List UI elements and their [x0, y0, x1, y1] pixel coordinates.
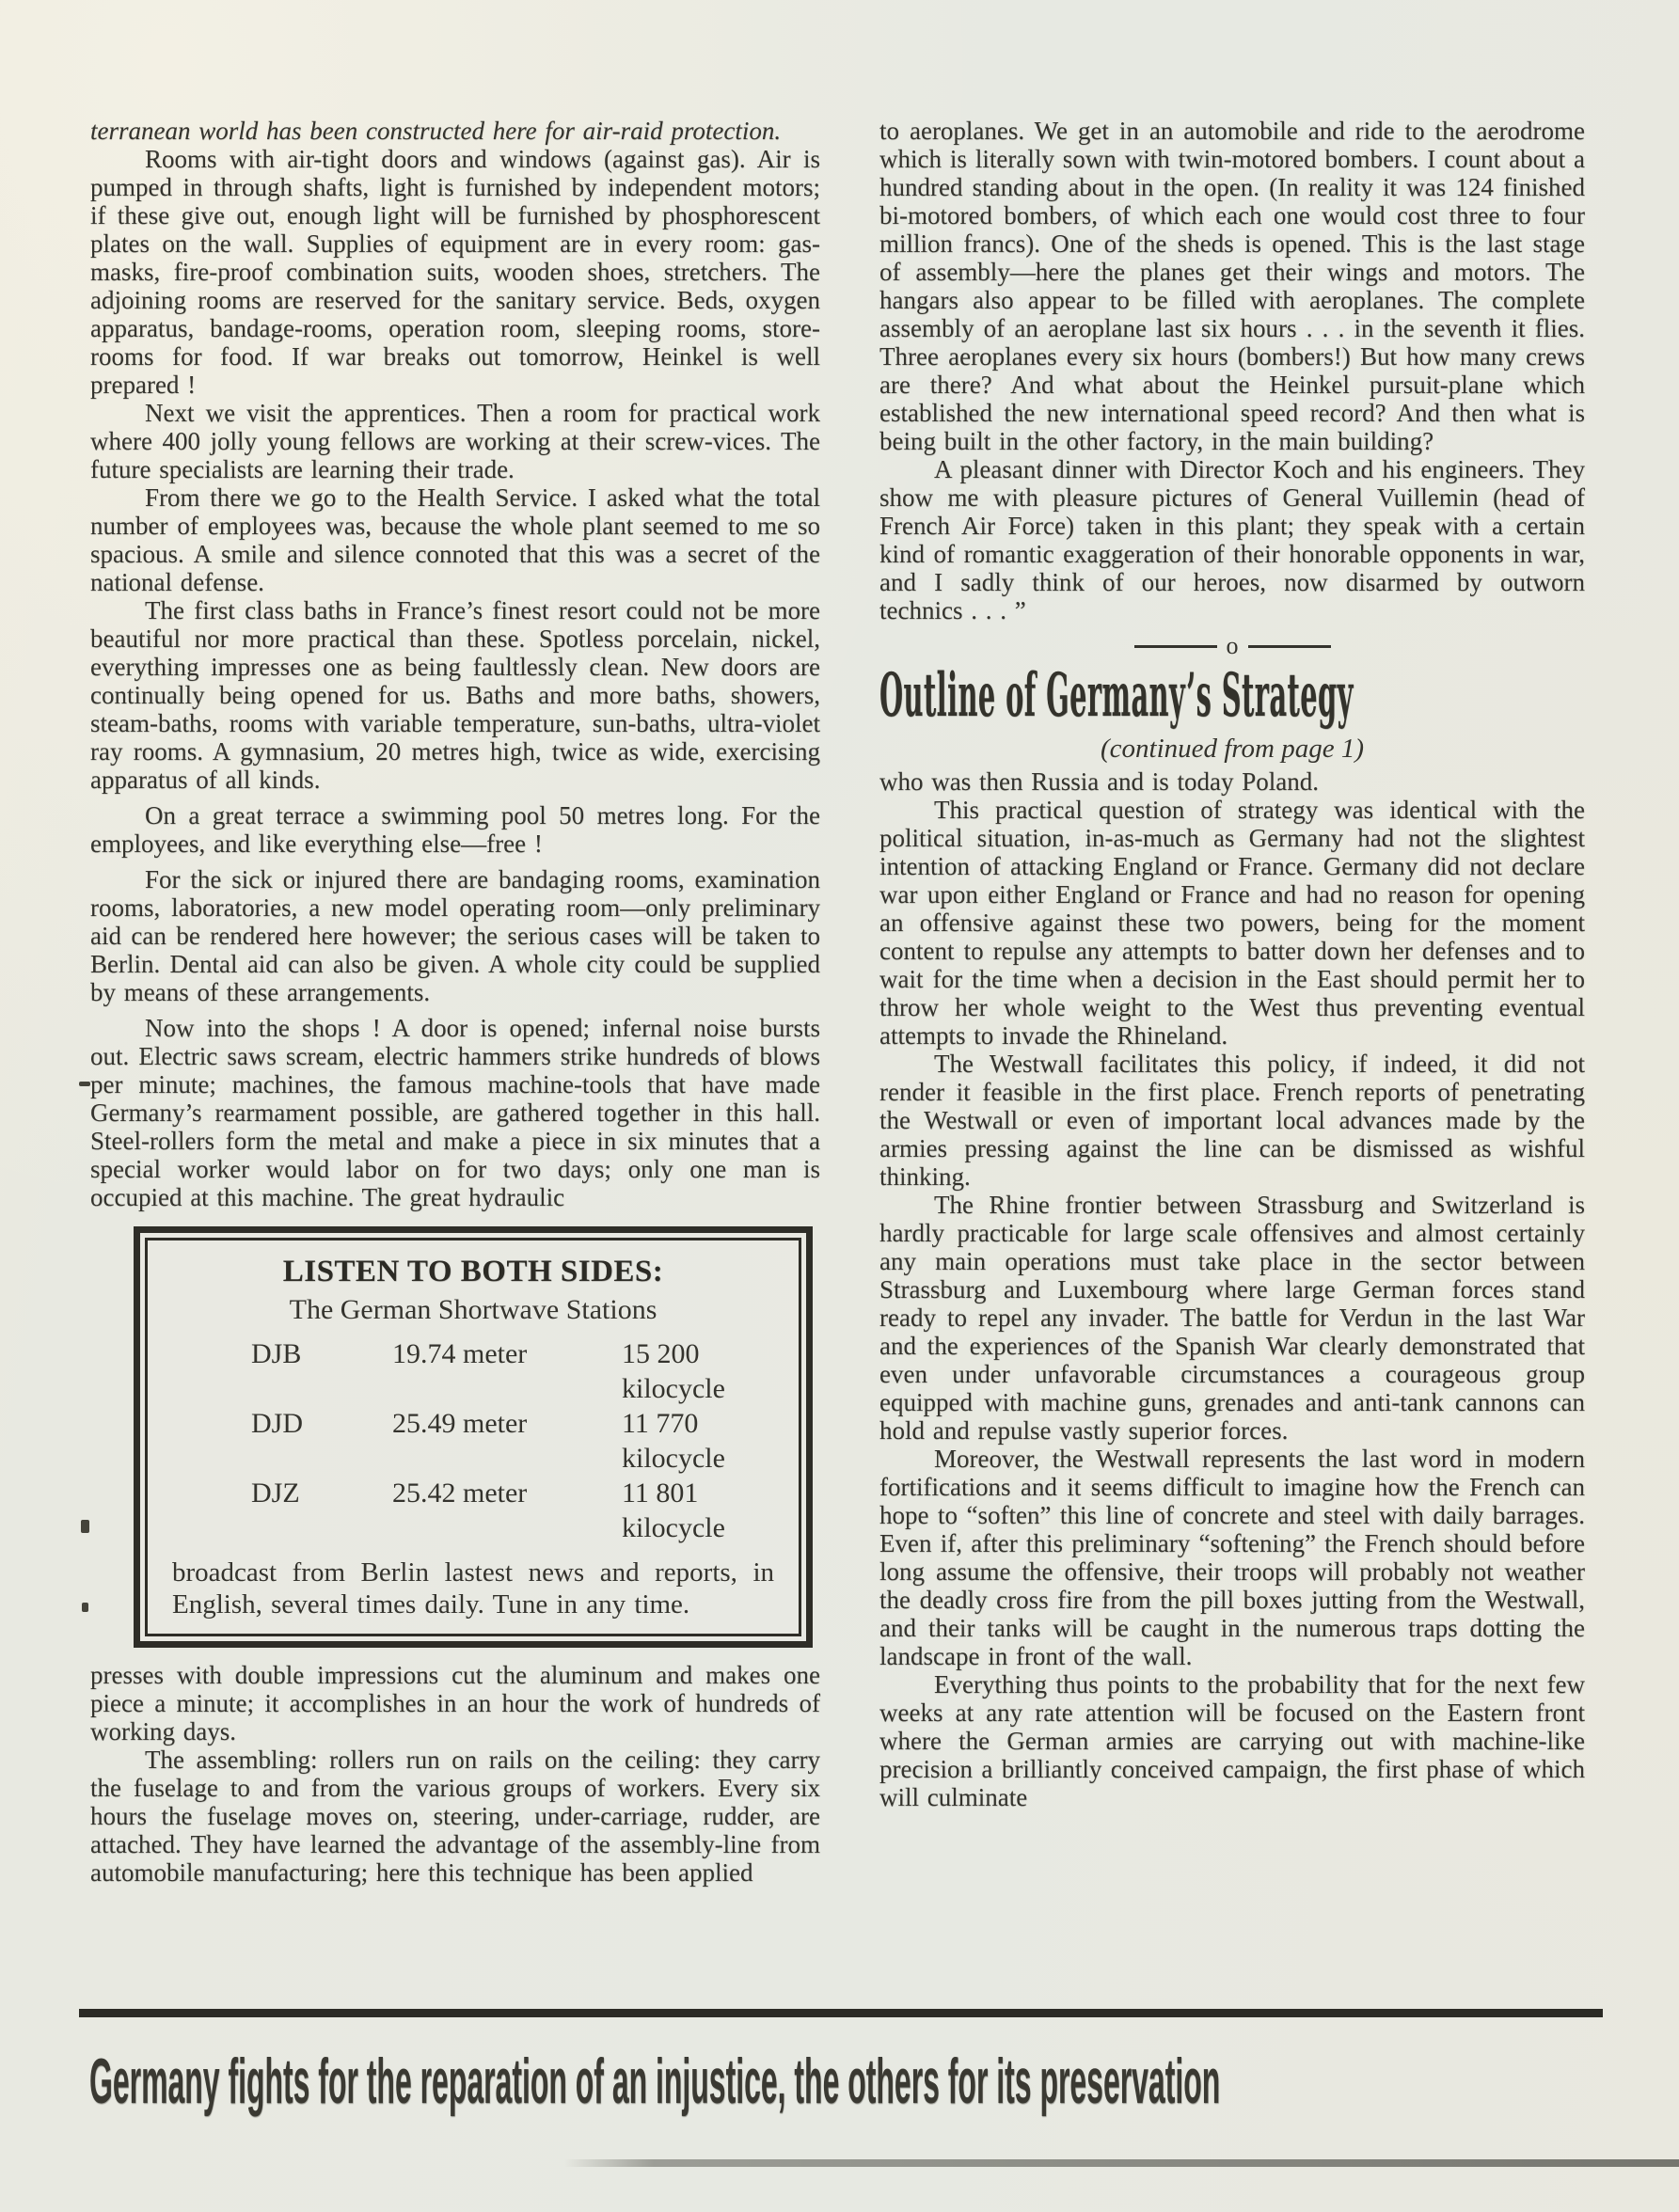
- body-paragraph: The Westwall facilitates this policy, if indeed, it did not render it feasible in the first place. French reports of penetrating the Westwall or even of important local advances made by the armies pressing against the line can be dismissed as wishful thinking.: [879, 1050, 1585, 1191]
- station-frequency: 11 770 kilocycle: [622, 1408, 725, 1474]
- station-wavelength: 25.42 meter: [392, 1477, 528, 1509]
- footer-banner: [89, 2045, 1679, 2118]
- ink-speck: [81, 1520, 89, 1533]
- radio-ad-subtitle: The German Shortwave Stations: [289, 1294, 657, 1325]
- body-paragraph: This practical question of strategy was identical with the political situation, in-as-much as Germany had not the slightest intention of attacking England or France. Germany did not declare war upon either England or France and had no reason for opening an offensive against these two powers, being for the moment content to repulse any attempts to batter down her defenses and to wait for the time when a decision in the East should permit her to throw her whole weight to the West thus preventing eventual attempts to invade the Rhineland.: [879, 796, 1585, 1050]
- body-paragraph: Moreover, the Westwall represents the last word in modern fortifications and it seems difficult to imagine how the French can hope to “soften” this line of concrete and steel with daily barrages. Even if, after this preliminary “softening” the French should before long assume the offensive, their troops will probably not weather the deadly cross fire from the pill boxes jutting from the Westwall, and their tanks will be caught in the numerous traps dotting the landscape in front of the wall.: [879, 1445, 1585, 1670]
- station-row: [251, 1336, 774, 1406]
- body-paragraph: The Rhine frontier between Strassburg and Switzerland is hardly practicable for large scale offensives and almost certainly any main operations must take place in the sector between Strassburg and Luxembourg where large German forces stand ready to repel any invader. The battle for Verdun in the last War and the experiences of the Spanish War clearly demonstrated that even under unfavorable circumstances a courageous group equipped with machine guns, grenades and anti-tank cannons can hold and repulse vastly superior forces.: [879, 1191, 1585, 1445]
- station-row: [251, 1406, 774, 1476]
- station-frequency: 11 801 kilocycle: [622, 1477, 725, 1543]
- ink-speck: [82, 1603, 88, 1612]
- scan-edge-artifact: [564, 2159, 1679, 2167]
- body-paragraph: A pleasant dinner with Director Koch and his engineers. They show me with pleasure pictures of General Vuillemin (head of French Air Force) taken in this plant; they speak with a certain kind of romantic exaggeration of their honorable opponents in war, and I sadly think of our heroes, now disarmed by outworn technics . . . ”: [879, 455, 1585, 624]
- body-paragraph: Now into the shops ! A door is opened; infernal noise bursts out. Electric saws scream, electric hammers strike hundreds of blows per minute; machines, the famous machine-tools that have made Germany’s rearmament possible, are gathered together in this hall. Steel-rollers form the metal and make a piece in six minutes that a special worker would labor on for two days; only one man is occupied at this machine. The great hydraulic: [90, 1014, 820, 1211]
- right-column: [879, 117, 1585, 1811]
- body-paragraph: For the sick or injured there are bandaging rooms, examination rooms, laboratories, a new model operating room—only preliminary aid can be rendered here however; the serious cases will be taken to Berlin. Dental aid can also be given. A whole city could be supplied by means of these arrangements.: [90, 865, 820, 1006]
- section-divider: [879, 634, 1585, 658]
- divider-rule: [1248, 645, 1331, 648]
- station-row: [251, 1476, 774, 1545]
- body-paragraph-italic-continuation: terranean world has been constructed here for air-raid protection.: [90, 117, 782, 145]
- body-paragraph: Next we visit the apprentices. Then a room for practical work where 400 jolly young fellows are working at their screw-vices. The future specialists are learning their trade.: [90, 399, 820, 483]
- station-wavelength: 19.74 meter: [392, 1338, 528, 1369]
- footer-banner-text: Germany fights for the reparation of an injustice, the others for its preservation: [89, 2046, 1221, 2117]
- station-call-sign: DJB: [251, 1338, 302, 1369]
- left-column: [90, 117, 820, 1887]
- body-paragraph: On a great terrace a swimming pool 50 metres long. For the employees, and like everything else—free !: [90, 801, 820, 858]
- footer-horizontal-rule: [79, 2009, 1603, 2017]
- body-paragraph: From there we go to the Health Service. I asked what the total number of employees was, because the whole plant seemed to me so spacious. A smile and silence connoted that this was a secret of the national defense.: [90, 483, 820, 596]
- radio-ad-box: [134, 1226, 813, 1648]
- article-headline: Outline of Germany’s Strategy: [879, 660, 1354, 731]
- divider-o-glyph: o: [1226, 632, 1239, 659]
- body-paragraph-continuation: to aeroplanes. We get in an automobile and ride to the aerodrome which is literally sown with twin-motored bombers. I count about a hundred standing about in the open. (In reality it was 124 finished bi-motored bombers, of which each one would cost three to four million francs). One of the sheds is opened. This is the last stage of assembly—here the planes get their wings and motors. The hangars also appear to be filled with aeroplanes. The complete assembly of an aeroplane last six hours . . . in the seventh it flies. Three aeroplanes every six hours (bombers!) But how many crews are there? And what about the Heinkel pursuit-plane which established the new international speed record? And then what is being built in the other factory, in the main building?: [879, 117, 1585, 455]
- ink-speck: [79, 1082, 90, 1086]
- radio-ad-box-inner-frame: [145, 1238, 801, 1636]
- continuation-note: (continued from page 1): [1100, 734, 1364, 764]
- body-paragraph-continuation: who was then Russia and is today Poland.: [879, 767, 1319, 796]
- station-call-sign: DJZ: [251, 1477, 300, 1509]
- body-paragraph-continuation: presses with double impressions cut the aluminum and makes one piece a minute; it accomplishes in an hour the work of hundreds of working days.: [90, 1661, 820, 1746]
- radio-ad-title: LISTEN TO BOTH SIDES:: [282, 1255, 664, 1288]
- body-paragraph: Everything thus points to the probability that for the next few weeks at any rate attention will be focused on the Eastern front where the German armies are carrying out with machine-like precision a brilliantly conceived campaign, the first phase of which will culminate: [879, 1670, 1585, 1811]
- station-frequency: 15 200 kilocycle: [622, 1338, 725, 1404]
- body-paragraph: Rooms with air-tight doors and windows (against gas). Air is pumped in through shafts, light is furnished by independent motors; if these give out, enough light will be furnished by phosphorescent plates on the wall. Supplies of equipment are in every room: gas-masks, fire-proof combination suits, wooden shoes, stretchers. The adjoining rooms are reserved for the sanitary service. Beds, oxygen apparatus, bandage-rooms, operation room, sleeping rooms, store-rooms for food. If war breaks out tomorrow, Heinkel is well prepared !: [90, 145, 820, 399]
- divider-rule: [1134, 645, 1217, 648]
- body-paragraph: The first class baths in France’s finest resort could not be more beautiful nor more practical than these. Spotless porcelain, nickel, everything impresses one as being faultlessly clean. New doors are continually being opened for us. Baths and more baths, showers, steam-baths, rooms with variable temperature, sun-baths, ultra-violet ray rooms. A gymnasium, 20 metres high, twice as wide, exercising apparatus of all kinds.: [90, 596, 820, 794]
- radio-ad-footer-text: broadcast from Berlin lastest news and reports, in English, several times daily. Tune in any time.: [172, 1557, 774, 1620]
- body-paragraph: The assembling: rollers run on rails on the ceiling: they carry the fuselage to and from the various groups of workers. Every six hours the fuselage moves on, steering, under-carriage, rudder, are attached. They have learned the advantage of the assembly-line from automobile manufacturing; here this technique has been applied: [90, 1746, 820, 1887]
- station-call-sign: DJD: [251, 1408, 304, 1439]
- station-wavelength: 25.49 meter: [392, 1408, 528, 1439]
- shortwave-station-table: [251, 1336, 774, 1545]
